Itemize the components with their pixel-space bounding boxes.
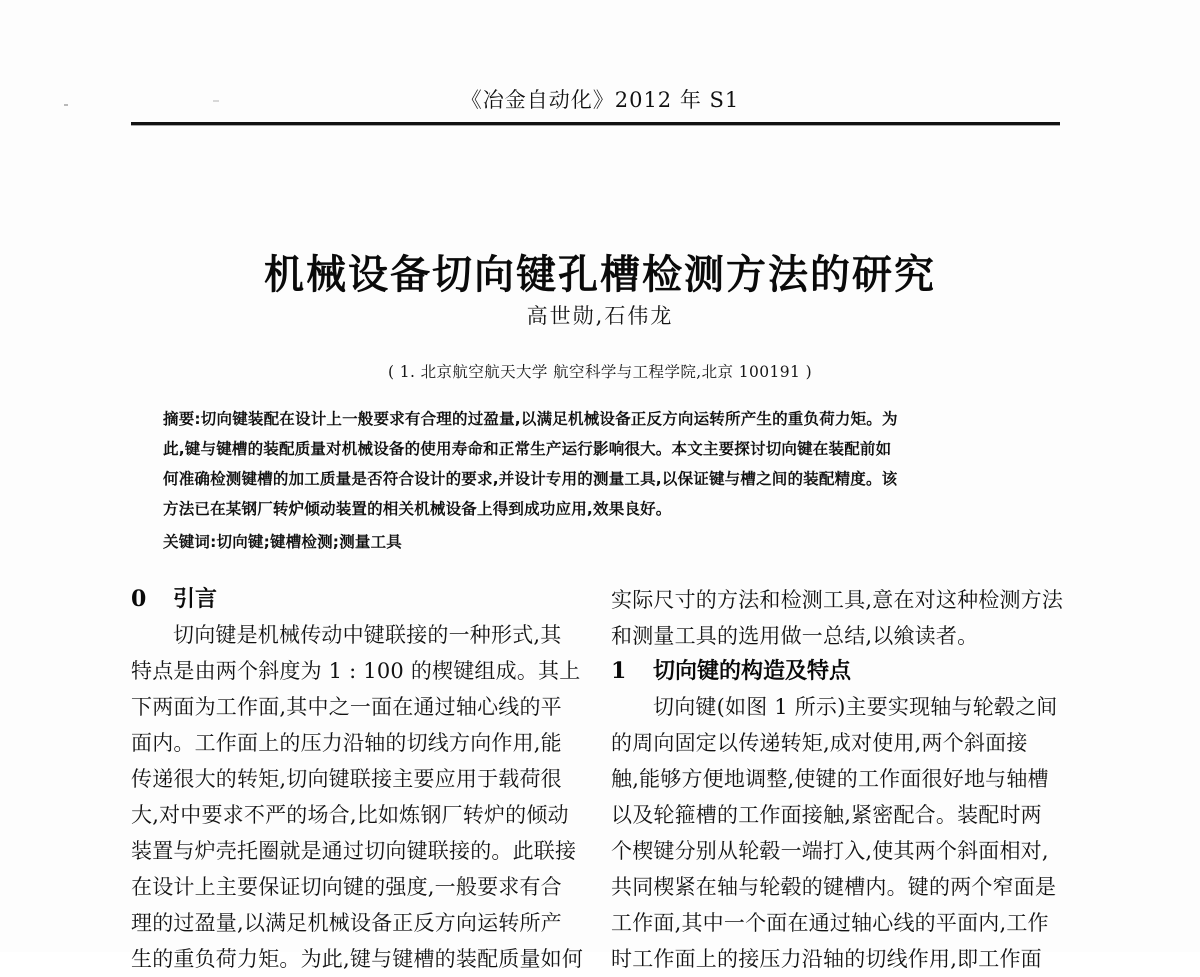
body-line-clipped: 生的重负荷力矩。为此,键与键槽的装配质量如何: [131, 947, 584, 971]
body-line: 切向键(如图 1 所示)主要实现轴与轮毂之间: [653, 695, 1058, 719]
body-line: 工作面,其中一个面在通过轴心线的平面内,工作: [611, 911, 1049, 935]
abstract-block: [163, 404, 1049, 557]
section-number: 1: [611, 658, 627, 684]
body-line: 触,能够方便地调整,使键的工作面很好地与轴槽: [611, 767, 1049, 791]
section-heading-introduction: [131, 582, 571, 617]
body-line: 下两面为工作面,其中之一面在通过轴心线的平: [131, 695, 562, 719]
right-column: [611, 582, 1064, 971]
body-line: 特点是由两个斜度为 1 : 100 的楔键组成。其上: [131, 659, 581, 683]
left-column: [131, 582, 584, 971]
abstract-line: 摘要:切向键装配在设计上一般要求有合理的过盈量,以满足机械设备正反方向运转所产生的重负荷力矩。为: [163, 410, 898, 428]
body-line: 共同楔紧在轴与轮毂的键槽内。键的两个窄面是: [611, 875, 1057, 899]
running-head: 《冶金自动化》2012 年 S1: [460, 88, 740, 112]
keywords-line: 关键词:切向键;键槽检测;测量工具: [163, 533, 402, 551]
page-title: 机械设备切向键孔槽检测方法的研究: [264, 251, 936, 298]
body-line: 在设计上主要保证切向键的强度,一般要求有合: [131, 875, 562, 899]
body-line: 个楔键分别从轮毂一端打入,使其两个斜面相对,: [611, 839, 1049, 863]
body-line: 装置与炉壳托圈就是通过切向键联接的。此联接: [131, 839, 577, 863]
section-title: 切向键的构造及特点: [653, 659, 852, 684]
section-heading-tangential-key-structure: [611, 654, 1051, 689]
section-number: 0: [131, 586, 147, 612]
author-list: 高世勋,石伟龙: [526, 304, 674, 328]
body-line: 切向键是机械传动中键联接的一种形式,其: [173, 623, 562, 647]
body-line: 理的过盈量,以满足机械设备正反方向运转所产: [131, 911, 562, 935]
two-column-body: [131, 582, 1064, 971]
body-line: 面内。工作面上的压力沿轴的切线方向作用,能: [131, 731, 562, 755]
body-line: 传递很大的转矩,切向键联接主要应用于载荷很: [131, 767, 562, 791]
abstract-line: 何准确检测键槽的加工质量是否符合设计的要求,并设计专用的测量工具,以保证键与槽之间的装配精度。该: [163, 470, 898, 488]
body-line: 和测量工具的选用做一总结,以飨读者。: [611, 624, 979, 648]
abstract-line: 方法已在某钢厂转炉倾动装置的相关机械设备上得到成功应用,效果良好。: [163, 500, 672, 518]
body-line-clipped: 时工作面上的接压力沿轴的切线作用,即工作面: [611, 947, 1042, 971]
section-title: 引言: [173, 587, 218, 612]
body-line: 以及轮箍槽的工作面接触,紧密配合。装配时两: [611, 803, 1042, 827]
header-divider-rule: [131, 122, 1060, 125]
author-affiliation: ( 1. 北京航空航天大学 航空科学与工程学院,北京 100191 ): [387, 363, 813, 381]
body-line: 的周向固定以传递转矩,成对使用,两个斜面接: [611, 731, 1028, 755]
body-line: 大,对中要求不严的场合,比如炼钢厂转炉的倾动: [131, 803, 569, 827]
abstract-line: 此,键与键槽的装配质量对机械设备的使用寿命和正常生产运行影响很大。本文主要探讨切向键在装配前如: [163, 440, 892, 458]
body-line: 实际尺寸的方法和检测工具,意在对这种检测方法: [611, 588, 1064, 612]
